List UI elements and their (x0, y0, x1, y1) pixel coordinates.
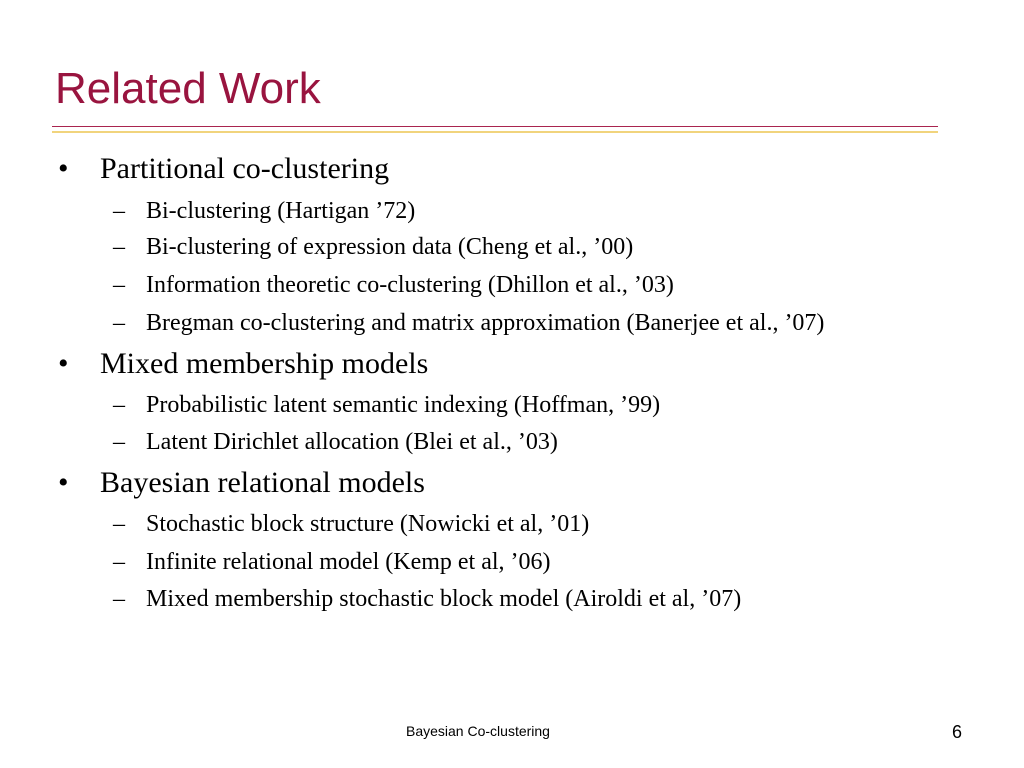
bullet-mixed-membership-models (58, 347, 429, 381)
dash-icon: – (113, 234, 125, 260)
sub-bullet-text: Latent Dirichlet allocation (Blei et al., ’03) (146, 429, 558, 455)
dash-icon: – (113, 511, 125, 537)
sub-bullet-text: Mixed membership stochastic block model (Airoldi et al, ’07) (146, 586, 742, 612)
bullet-icon: • (58, 466, 69, 499)
sub-bullet-text: Information theoretic co-clustering (Dhillon et al., ’03) (146, 272, 674, 298)
dash-icon: – (113, 429, 125, 455)
bullet-partitional-co-clustering (58, 152, 390, 186)
sub-bullet-text: Bregman co-clustering and matrix approximation (Banerjee et al., ’07) (146, 310, 825, 336)
sub-bullet-bi-clustering-hartigan (113, 197, 416, 225)
sub-bullet-text: Stochastic block structure (Nowicki et al, ’01) (146, 511, 590, 537)
dash-icon: – (113, 272, 125, 298)
sub-bullet-lda (113, 428, 558, 456)
sub-bullet-bi-clustering-expression (113, 233, 634, 261)
dash-icon: – (113, 392, 125, 418)
sub-bullet-mixed-membership-sbm (113, 585, 742, 613)
sub-bullet-information-theoretic (113, 271, 674, 299)
sub-bullet-text: Probabilistic latent semantic indexing (Hoffman, ’99) (146, 392, 661, 418)
dash-icon: – (113, 198, 125, 224)
sub-bullet-plsi (113, 391, 661, 419)
sub-bullet-text: Infinite relational model (Kemp et al, ’06) (146, 549, 551, 575)
page-number: 6 (951, 722, 962, 742)
dash-icon: – (113, 310, 125, 336)
bullet-text: Mixed membership models (100, 347, 429, 380)
sub-bullet-text: Bi-clustering of expression data (Cheng et al., ’00) (146, 234, 634, 260)
sub-bullet-stochastic-block (113, 510, 590, 538)
sub-bullet-infinite-relational (113, 548, 551, 576)
sub-bullet-text: Bi-clustering (Hartigan ’72) (146, 198, 416, 224)
sub-bullet-bregman (113, 309, 825, 337)
bullet-bayesian-relational-models (58, 466, 425, 500)
bullet-icon: • (58, 347, 69, 380)
bullet-text: Bayesian relational models (100, 466, 425, 499)
footer-title: Bayesian Co-clustering (406, 723, 550, 739)
bullet-text: Partitional co-clustering (100, 152, 390, 185)
slide-title: Related Work (55, 64, 321, 113)
bullet-icon: • (58, 152, 69, 185)
dash-icon: – (113, 586, 125, 612)
dash-icon: – (113, 549, 125, 575)
